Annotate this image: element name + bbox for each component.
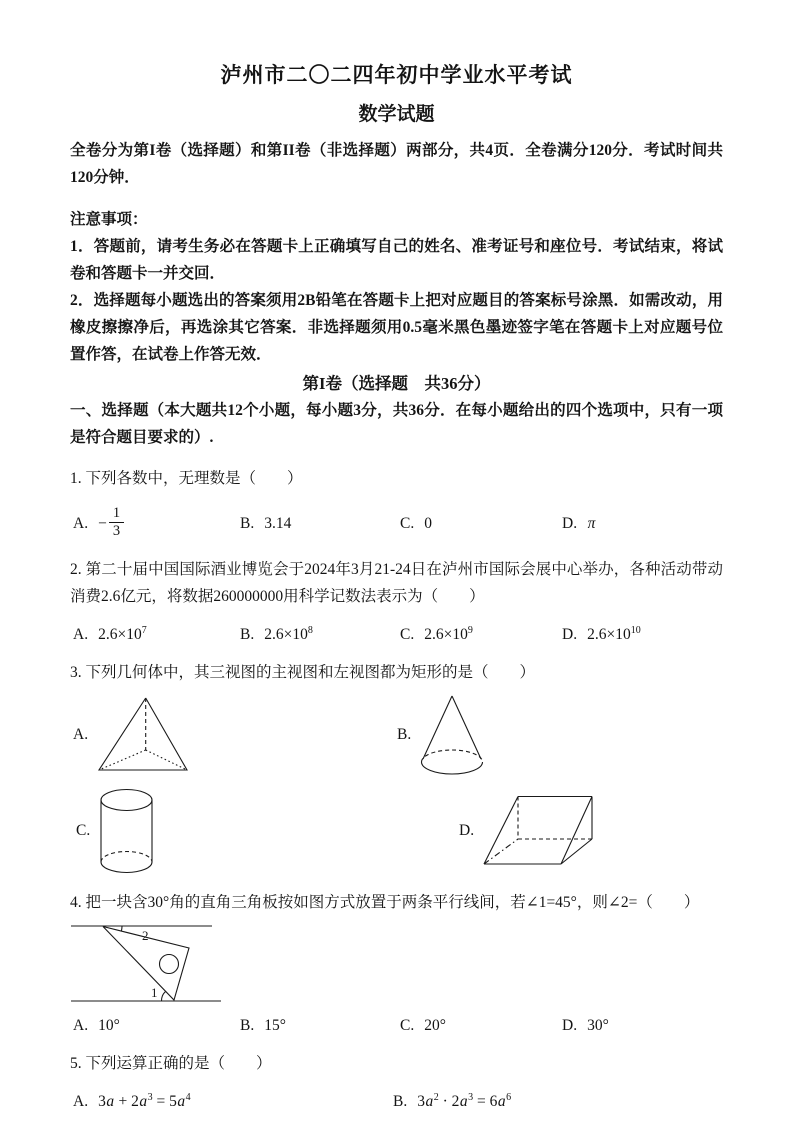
q1-option-a xyxy=(73,505,240,539)
q3-figure-a-label: A. xyxy=(73,725,89,743)
notice-heading: 注意事项： xyxy=(70,210,148,228)
section1-heading: 第I卷（选择题 共36分） xyxy=(302,373,491,393)
angle-2-arc xyxy=(121,926,122,931)
question-5-options xyxy=(70,1093,723,1111)
fraction-denominator: 3 xyxy=(112,523,121,539)
q2-option-b-label: B. xyxy=(240,625,255,643)
q5-option-a xyxy=(73,1093,393,1111)
angle-1-label: 1 xyxy=(151,984,158,1000)
q4-option-a-label: A. xyxy=(73,1016,89,1034)
question-4-options xyxy=(70,1017,723,1035)
q3-figure-b-label: B. xyxy=(397,725,412,743)
q4-option-b-value: 15° xyxy=(264,1016,286,1034)
question-5-text: 5. 下列运算正确的是（ ） xyxy=(70,1054,272,1072)
parallel-lines-set-square-figure xyxy=(71,923,221,1007)
q3-figure-c-label: C. xyxy=(76,821,91,839)
q1-option-d-value: π xyxy=(587,515,596,532)
q4-option-d xyxy=(562,1017,723,1035)
q1-option-d-label: D. xyxy=(562,515,578,532)
question-4-figure-wrap xyxy=(71,923,723,1007)
fraction-numerator: 1 xyxy=(109,506,124,523)
q4-option-b xyxy=(240,1017,400,1035)
q3-figure-b xyxy=(397,694,723,776)
q4-option-b-label: B. xyxy=(240,1016,255,1034)
cone-figure xyxy=(420,694,484,776)
q2-option-b xyxy=(240,626,400,644)
exam-intro-paragraph: 全卷分为第I卷（选择题）和第II卷（非选择题）两部分，共4页．全卷满分120分．考试时间共120分钟． xyxy=(70,142,723,186)
question-1-options xyxy=(70,504,723,544)
q5-option-b xyxy=(393,1093,723,1111)
q4-option-d-label: D. xyxy=(562,1016,578,1034)
angle-2-label: 2 xyxy=(142,927,149,943)
q4-option-a-value: 10° xyxy=(98,1016,120,1034)
q1-option-a-fraction xyxy=(109,506,124,539)
exam-subtitle: 数学试题 xyxy=(358,104,435,125)
q3-figure-d xyxy=(459,788,723,874)
q2-option-d-value: $2.6\times 10^{10}$ xyxy=(587,624,641,643)
exam-title: 泸州市二〇二四年初中学业水平考试 xyxy=(220,63,573,87)
q3-figure-c xyxy=(70,788,397,874)
question-3-figures-row-2 xyxy=(70,788,723,874)
q2-option-c-value: $2.6\times 10^9$ xyxy=(424,624,473,643)
q4-option-a xyxy=(73,1017,240,1035)
set-square-hole xyxy=(160,954,179,973)
q2-option-c xyxy=(400,626,562,644)
q2-option-a-label: A. xyxy=(73,625,89,643)
q5-option-b-label: B. xyxy=(393,1092,408,1110)
q4-option-c xyxy=(400,1017,562,1035)
notice-item-2: 2．选择题每小题选出的答案须用2B铅笔在答题卡上把对应题目的答案标号涂黑．如需改动，用橡皮擦擦净后，再选涂其它答案．非选择题须用0.5毫米黑色墨迹签字笔在答题卡上对应题号位置作答，在试卷上作答无效． xyxy=(70,291,723,363)
q5-option-b-value: $3a^2 \cdot 2a^3 = 6a^6$ xyxy=(417,1091,512,1110)
q1-option-c-label: C. xyxy=(400,515,415,532)
q1-option-c-value: 0 xyxy=(424,515,432,532)
q2-option-b-value: $2.6\times 10^8$ xyxy=(264,624,313,643)
q1-option-b-value: 3.14 xyxy=(264,515,292,532)
q2-option-c-label: C. xyxy=(400,625,415,643)
question-2-text: 2. 第二十届中国国际酒业博览会于2024年3月21-24日在泸州市国际会展中心举办，各种活动带动消费2.6亿元，将数据260000000用科学记数法表示为（ ） xyxy=(70,561,723,605)
q2-option-d-label: D. xyxy=(562,625,578,643)
notice-item-1: 1．答题前，请考生务必在答题卡上正确填写自己的姓名、准考证号和座位号．考试结束，将试卷和答题卡一并交回． xyxy=(70,237,723,282)
question-3-text: 3. 下列几何体中，其三视图的主视图和左视图都为矩形的是（ ） xyxy=(70,663,536,681)
triangular-pyramid-figure xyxy=(97,696,189,773)
question-3-figures-row-1 xyxy=(70,694,723,776)
question-1-text: 1. 下列各数中，无理数是（ ） xyxy=(70,470,303,487)
q1-option-c xyxy=(400,515,562,533)
question-2-options xyxy=(70,626,723,644)
q5-option-a-value: $3a + 2a^3 = 5a^4$ xyxy=(98,1091,191,1110)
q4-option-d-value: 30° xyxy=(587,1016,609,1034)
q4-option-c-value: 20° xyxy=(424,1016,446,1034)
q5-option-a-label: A. xyxy=(73,1092,89,1110)
q2-option-d xyxy=(562,626,723,644)
q1-option-b-label: B. xyxy=(240,515,255,532)
q1-option-d xyxy=(562,515,723,533)
q2-option-a xyxy=(73,626,240,644)
q4-option-c-label: C. xyxy=(400,1016,415,1034)
q1-option-a-label: A. xyxy=(73,514,89,532)
angle-1-arc xyxy=(161,991,165,1001)
q2-option-a-value: $2.6\times 10^7$ xyxy=(98,624,147,643)
q1-option-a-minus-sign: − xyxy=(98,514,107,532)
cylinder-figure xyxy=(99,788,154,874)
q1-option-b xyxy=(240,515,400,533)
q3-figure-a xyxy=(70,694,397,776)
triangular-prism-figure xyxy=(483,795,595,866)
question-4-text: 4. 把一块含30°角的直角三角板按如图方式放置于两条平行线间，若∠1=45°，则∠2=（ ） xyxy=(70,893,700,911)
multiple-choice-instructions: 一、选择题（本大题共12个小题，每小题3分，共36分．在每小题给出的四个选项中，只有一项是符合题目要求的）. xyxy=(70,401,723,446)
q3-figure-d-label: D. xyxy=(459,821,475,839)
